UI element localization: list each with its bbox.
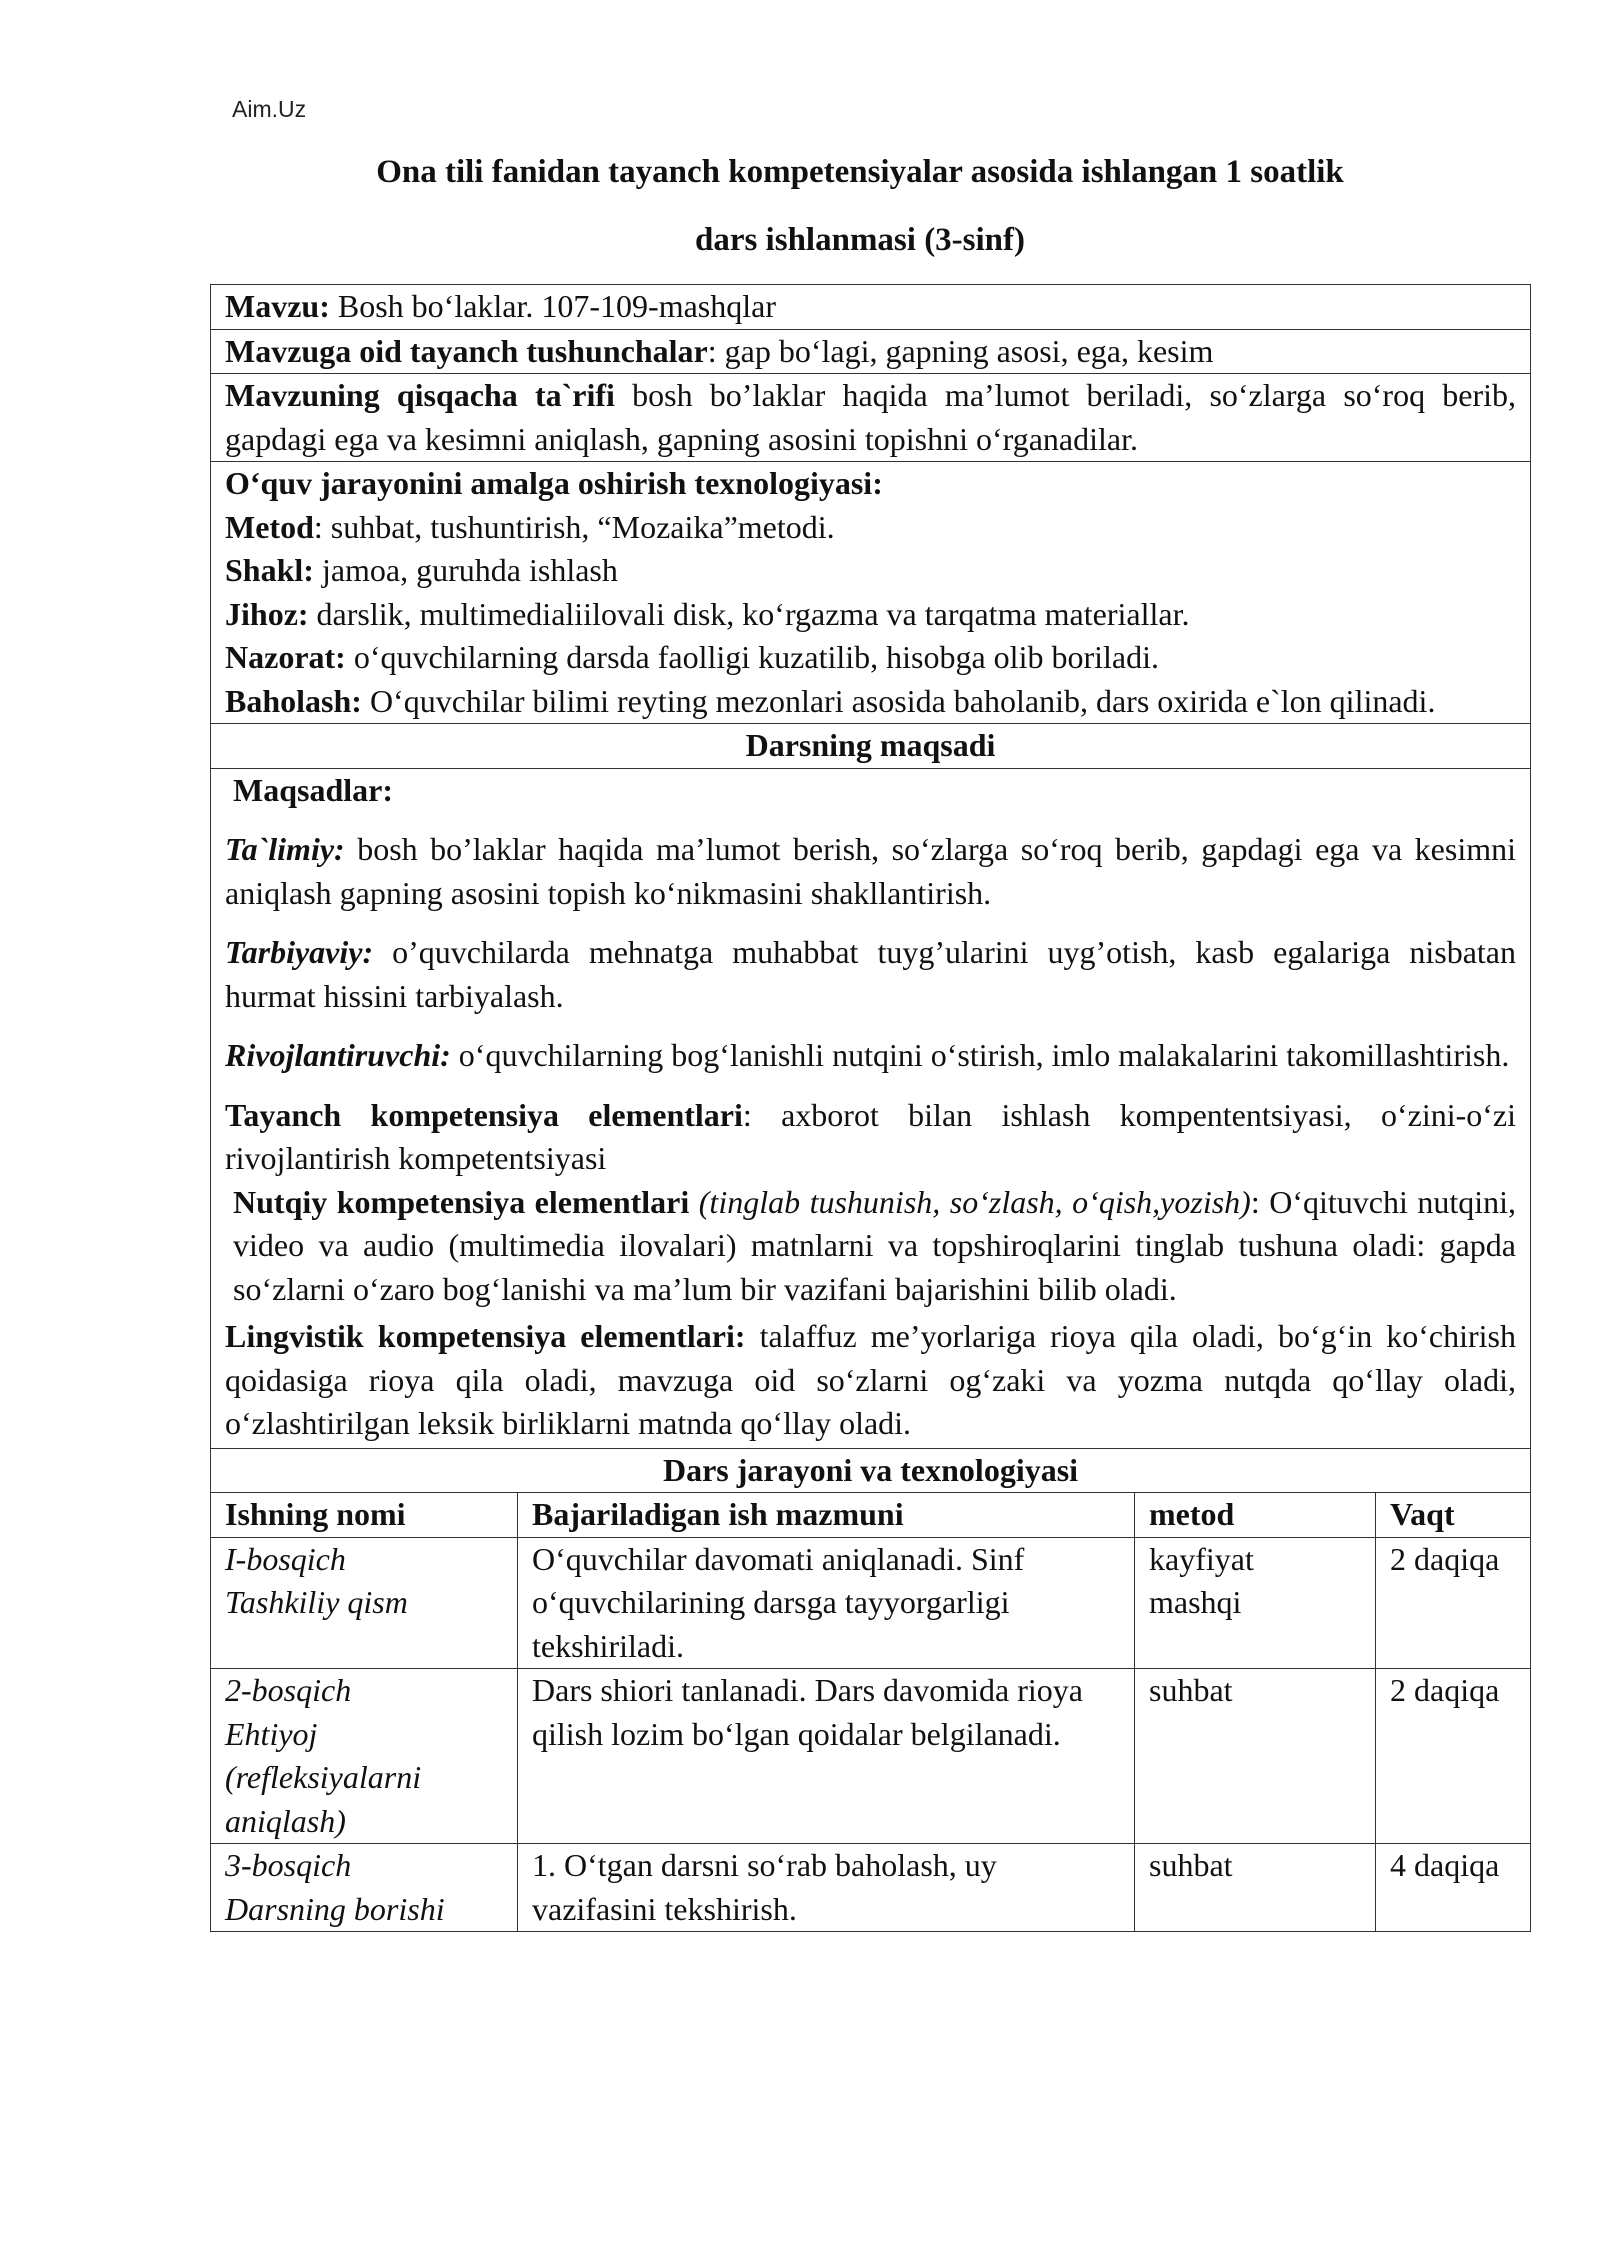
- rivoj-value: o‘quvchilarning bog‘lanishli nutqini o‘stirish, imlo malakalarini takomillashtirish.: [450, 1037, 1510, 1073]
- jarayon-table-row: [211, 1493, 1530, 1931]
- metod-line: mashqi: [1149, 1584, 1242, 1620]
- site-name: Aim.Uz: [232, 96, 307, 122]
- col-header-vaqt: Vaqt: [1376, 1493, 1531, 1537]
- maqsad-heading: Darsning maqsadi: [745, 727, 996, 763]
- nazorat-value: o‘quvchilarning darsda faolligi kuzatilib, hisobga olib boriladi.: [345, 639, 1159, 675]
- col-header-metod: metod: [1135, 1493, 1376, 1537]
- table-row: [211, 1669, 1530, 1844]
- lingv-label: Lingvistik kompetensiya elementlari:: [225, 1318, 746, 1354]
- metod-label: Metod: [225, 508, 314, 545]
- content-cell: 1. O‘tgan darsni so‘rab baholash, uy vazifasini tekshirish.: [518, 1844, 1135, 1932]
- rivoj-label: Rivojlantiruvchi:: [225, 1037, 451, 1073]
- stage-line: Ehtiyoj: [225, 1715, 318, 1752]
- metod-line: kayfiyat: [1149, 1540, 1254, 1577]
- jarayon-header-row: [211, 1493, 1530, 1537]
- maqsadlar-label: Maqsadlar:: [233, 771, 393, 808]
- document-title-line1: Ona tili fanidan tayanch kompetensiyalar asosida ishlangan 1 soatlik: [376, 154, 1344, 190]
- texnologiya-row: [211, 462, 1530, 724]
- tushunchalar-row: [211, 330, 1530, 375]
- nutqiy-label: Nutqiy kompetensiya elementlari: [233, 1183, 690, 1220]
- tayanch-value: : axborot bilan ishlash kompententsiyasi, o‘zini-o‘zi rivojlantirish kompetentsiyasi: [225, 1096, 1517, 1176]
- talimiy-label: Ta`limiy:: [225, 831, 345, 867]
- document-title-line2: dars ishlanmasi (3-sinf): [694, 222, 1026, 258]
- jihoz-value: darslik, multimedialiilovali disk, ko‘rgazma va tarqatma materiallar.: [308, 595, 1190, 632]
- table-row: [211, 1844, 1530, 1932]
- tarif-value: bosh bo’laklar haqida ma’lumot beriladi, so‘zlarga so‘roq berib, gapdagi ega va kesimni aniqlash, gapning asosini topishni o‘rganadilar.: [225, 377, 1517, 457]
- stage-line: Darsning borishi: [225, 1890, 445, 1927]
- nazorat-label: Nazorat:: [225, 639, 346, 675]
- stage-line: 2-bosqich: [225, 1672, 352, 1708]
- mavzu-label: Mavzu:: [225, 288, 330, 324]
- baholash-value: O‘quvchilar bilimi reyting mezonlari asosida baholanib, dars oxirida e`lon qilinadi.: [361, 682, 1436, 719]
- content-cell: Dars shiori tanlanadi. Dars davomida rioya qilish lozim bo‘lgan qoidalar belgilanadi.: [518, 1669, 1135, 1844]
- vaqt-cell: 2 daqiqa: [1376, 1537, 1531, 1669]
- baholash-label: Baholash:: [225, 682, 362, 719]
- metod-cell: [1135, 1537, 1376, 1669]
- tayanch-label: Tayanch kompetensiya elementlari: [225, 1096, 743, 1133]
- metod-cell: [1135, 1669, 1376, 1844]
- metod-line: suhbat: [1149, 1672, 1233, 1708]
- tarif-row: [211, 374, 1530, 462]
- lesson-plan-table: [210, 284, 1531, 1932]
- metod-line: suhbat: [1149, 1847, 1233, 1883]
- texnologiya-heading: O‘quv jarayonini amalga oshirish texnologiyasi:: [225, 465, 883, 501]
- tushunchalar-label: Mavzuga oid tayanch tushunchalar: [225, 332, 708, 369]
- stage-line: aniqlash): [225, 1802, 346, 1839]
- mavzu-value: Bosh bo‘laklar. 107-109-mashqlar: [329, 288, 776, 324]
- shakl-label: Shakl:: [225, 552, 314, 588]
- jihoz-label: Jihoz:: [225, 595, 309, 632]
- metod-value: : suhbat, tushuntirish, “Mozaika”metodi.: [313, 508, 835, 545]
- tushunchalar-value: : gap bo‘lagi, gapning asosi, ega, kesim: [707, 332, 1214, 369]
- stage-line: Tashkiliy qism: [225, 1584, 408, 1620]
- tarbiyaviy-label: Tarbiyaviy:: [225, 934, 374, 970]
- tarif-label: Mavzuning qisqacha ta`rifi: [225, 377, 615, 413]
- nutqiy-italic: (tinglab tushunish, so‘zlash, o‘qish,yozish): [689, 1183, 1251, 1220]
- col-header-mazmun: Bajariladigan ish mazmuni: [518, 1493, 1135, 1537]
- jarayon-heading: Dars jarayoni va texnologiyasi: [662, 1451, 1079, 1488]
- jarayon-table: [211, 1493, 1530, 1931]
- col-header-ishning-nomi: Ishning nomi: [211, 1493, 518, 1537]
- stage-cell: [211, 1844, 518, 1932]
- table-row: [211, 1537, 1530, 1669]
- content-cell: O‘quvchilar davomati aniqlanadi. Sinf o‘quvchilarining darsga tayyorgarligi tekshiriladi.: [518, 1537, 1135, 1669]
- tarbiyaviy-value: o’quvchilarda mehnatga muhabbat tuyg’ularini uyg’otish, kasb egalariga nisbatan hurmat hissini tarbiyalash.: [225, 934, 1516, 1014]
- jarayon-heading-row: [211, 1449, 1530, 1494]
- talimiy-value: bosh bo’laklar haqida ma’lumot berish, so‘zlarga so‘roq berib, gapdagi ega va kesimni aniqlash gapning asosini topish ko‘nikmasini shakllantirish.: [225, 831, 1516, 911]
- lingv-value: talaffuz me’yorlariga rioya qila oladi, bo‘g‘in ko‘chirish qoidasiga rioya qila oladi, mavzuga oid so‘zlarni og‘zaki va yozma nutqda qo‘llay oladi, o‘zlashtirilgan leksik birliklarni matnda qo‘llay oladi.: [225, 1318, 1517, 1441]
- vaqt-cell: 2 daqiqa: [1376, 1669, 1531, 1844]
- maqsad-heading-row: [211, 724, 1530, 769]
- stage-cell: [211, 1537, 518, 1669]
- stage-cell: [211, 1669, 518, 1844]
- shakl-value: jamoa, guruhda ishlash: [313, 552, 618, 588]
- stage-line: (refleksiyalarni: [225, 1759, 422, 1795]
- stage-line: 3-bosqich: [225, 1847, 352, 1883]
- metod-cell: [1135, 1844, 1376, 1932]
- nutqiy-value: : O‘qituvchi nutqini, video va audio (multimedia ilovalari) matnlarni va topshiroqlarini tinglab tushuna oladi: gapda so‘zlarni o‘zaro bog‘lanishi va ma’lum bir vazifani bajarishini bilib oladi.: [233, 1183, 1517, 1307]
- mavzu-row: [211, 285, 1530, 330]
- maqsad-row: [211, 769, 1530, 1449]
- stage-line: I-bosqich: [225, 1540, 346, 1577]
- vaqt-cell: 4 daqiqa: [1390, 1847, 1500, 1883]
